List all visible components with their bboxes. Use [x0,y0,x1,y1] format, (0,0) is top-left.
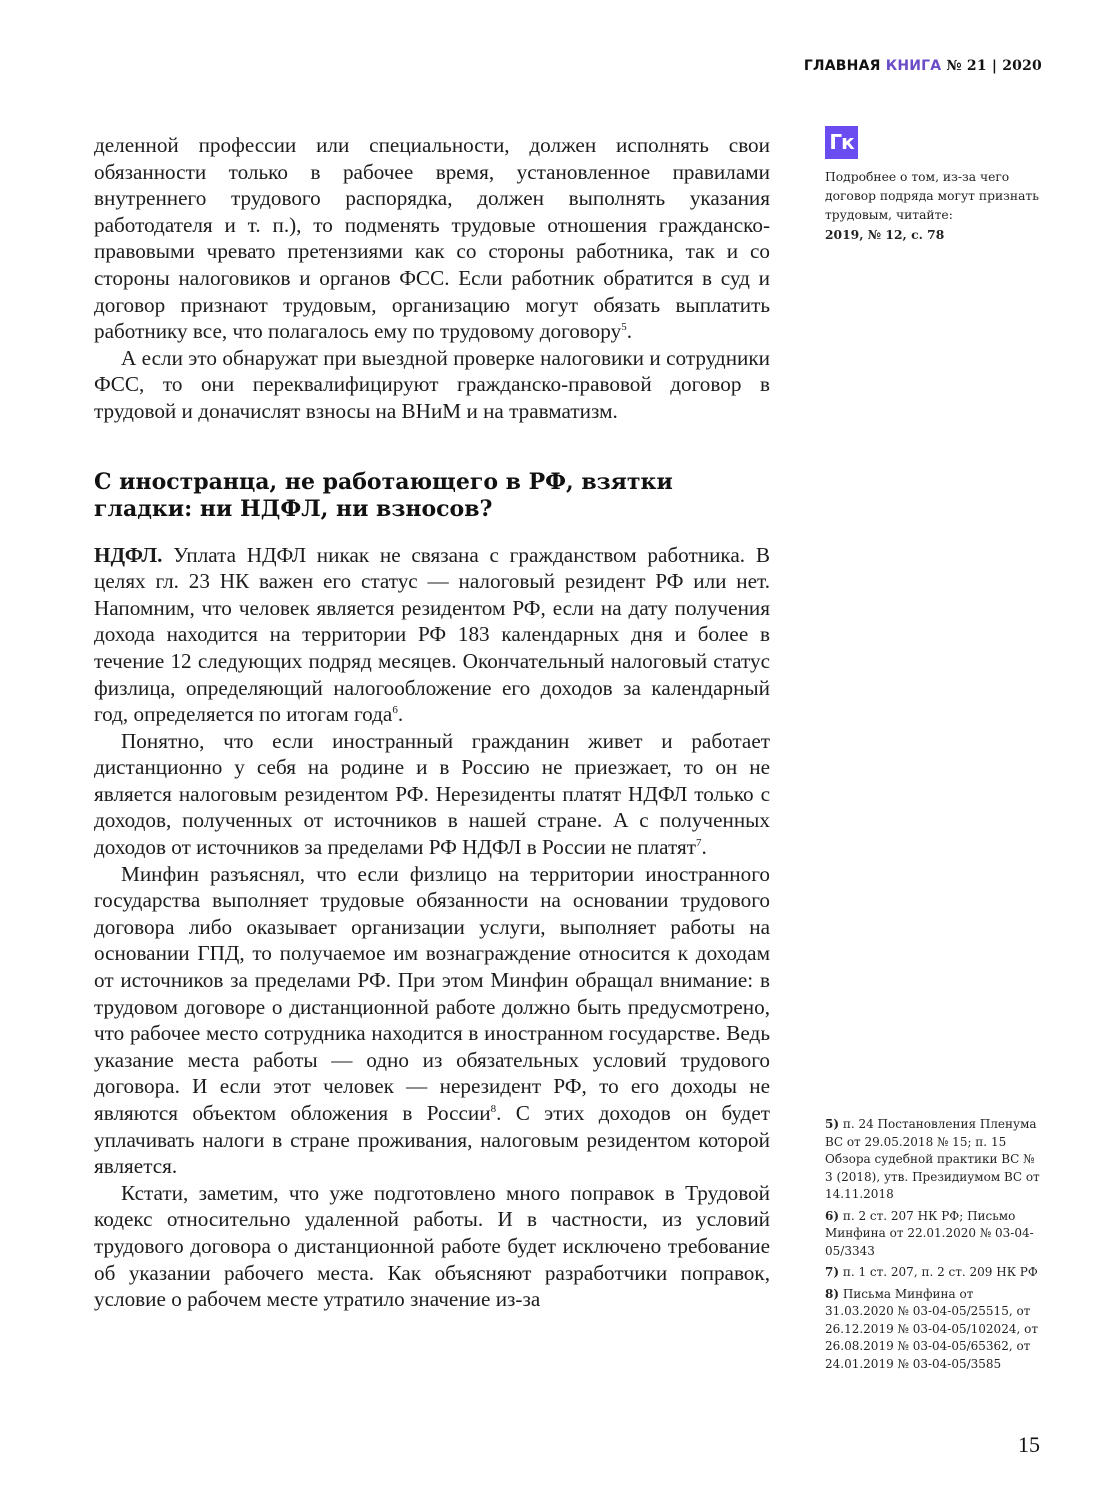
paragraph: деленной профессии или специальности, должен исполнять свои обязанности только в рабочее время, установленное правилами внутреннего трудового распорядка, должен выполнять указания работодателя и т. п.), то подменять трудовые отношения гражданско-правовыми чревато претензиями как со стороны работника, так и со стороны налоговиков и органов ФСС. Если работник обратится в суд и договор признают трудовым, организацию могут обязать выплатить работнику все, что полагалось ему по трудовому договору$^5$. [94,133,770,344]
brand-accent: КНИГА [885,58,942,74]
footnote-ref: 6 [392,704,398,717]
paragraph: А если это обнаружат при выездной проверке налоговики и сотрудники ФСС, то они переквалифицируют гражданско-правовой договор в трудовой и доначислят взносы на ВНиМ и на травматизм. [94,345,770,423]
paragraph-lead: НДФЛ. [94,542,163,567]
sidebar-note [825,168,1040,244]
brand-main: ГЛАВНАЯ [803,58,881,74]
article-body [94,132,770,1313]
footnote: 8) Письма Минфина от 31.03.2020 № 03-04-05/25515, от 26.12.2019 № 03-04-05/102024, от 26.08.2019 № 03-04-05/65362, от 24.01.2019 № 03-04-05/3585 [825,1286,1038,1371]
paragraph: Понятно, что если иностранный гражданин живет и работает дистанционно у себя на родине и в Россию не приезжает, то он не является налоговым резидентом РФ. Нерезиденты платят НДФЛ только с доходов, полученных от источников в нашей стране. А с полученных доходов от источников за пределами РФ НДФЛ в России не платят$^7$. [94,728,770,860]
page-number: 15 [1018,1432,1040,1457]
footnote-ref: 8 [490,1102,497,1115]
footnote-ref: 7 [695,837,702,849]
sidebar-note-reference: 2019, № 12, с. 78 [825,227,945,242]
sidebar-note-text: Подробнее о том, из-за чего договор подряда могут признать трудовым, читайте: [825,170,1039,222]
paragraph: Кстати, заметим, что уже подготовлено много поправок в Трудовой кодекс относительно удаленной работы. И в частности, из условий трудового договора о дистанционной работе будет исключено требование об указании рабочего места. Как объясняют разработчики поправок, условие о рабочем месте утратило значение из-за [94,1180,770,1312]
footnote: 5) п. 24 Постановления Пленума ВС от 29.05.2018 № 15; п. 15 Обзора судебной практики ВС № 3 (2018), утв. Президиумом ВС от 14.11.2018 [825,1117,1040,1201]
footnote: 7) п. 1 ст. 207, п. 2 ст. 209 НК РФ [825,1265,1038,1279]
footnotes [825,1116,1040,1377]
footnote-ref: 5 [621,321,627,334]
paragraph: НДФЛ. Уплата НДФЛ никак не связана с гражданством работника. В целях гл. 23 НК важен его статус — налоговый резидент РФ или нет. Напомним, что человек является резидентом РФ, если на дату получения дохода находится на территории РФ 183 календарных дня и более в течение 12 следующих подряд месяцев. Окончательный налоговый статус физлица, определяющий налогообложение его доходов за календарный год, определяется по итогам года$^6$. [94,542,770,727]
paragraph: Минфин разъяснял, что если физлицо на территории иностранного государства выполняет трудовые обязанности на основании трудового договора либо оказывает организации услуги, выполняет работы на основании ГПД, то получаемое им вознаграждение относится к доходам от источников за пределами РФ. При этом Минфин обращал внимание: в трудовом договоре о дистанционной работе должно быть предусмотрено, что рабочее место сотрудника находится в иностранном государстве. Ведь указание места работы — одно из обязательных условий трудового договора. И если этот человек — нерезидент РФ, то его доходы не являются объектом обложения в России$^8$. С этих доходов он будет уплачивать налоги в стране проживания, налоговым резидентом которой является. [94,861,770,1179]
footnote: 6) п. 2 ст. 207 НК РФ; Письмо Минфина от 22.01.2020 № 03-04-05/3343 [825,1208,1034,1258]
magazine-header [804,58,1042,74]
issue-number: № 21 | 2020 [946,58,1042,74]
gk-logo-icon: Гк [825,126,858,159]
section-heading: С иностранца, не работающего в РФ, взятки гладки: ни НДФЛ, ни взносов? [94,468,673,522]
